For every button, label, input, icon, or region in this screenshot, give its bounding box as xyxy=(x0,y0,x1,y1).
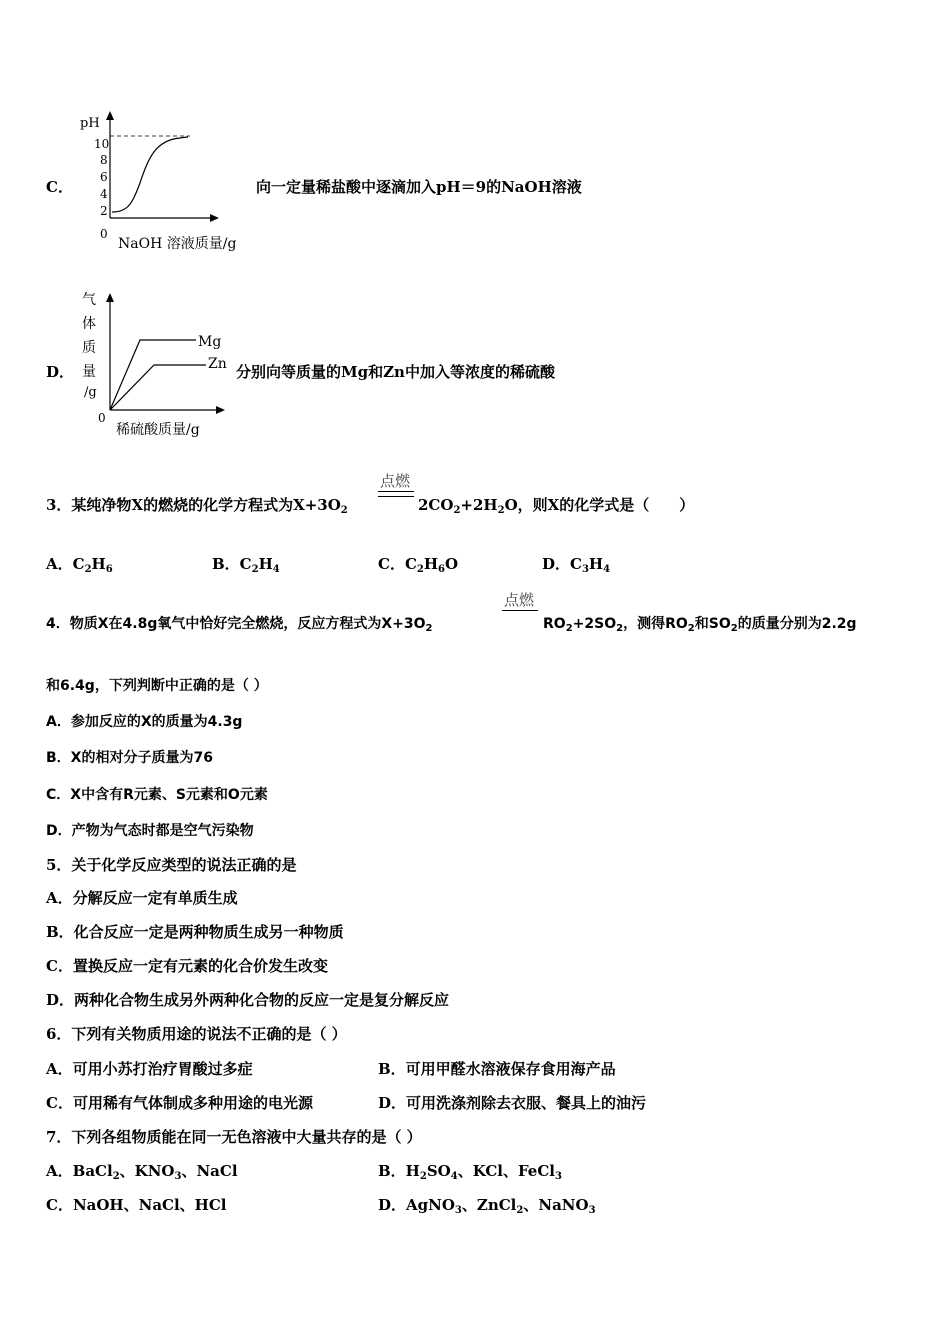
q3-equals-sign xyxy=(378,491,414,497)
q5-stem: 5．关于化学反应类型的说法正确的是 xyxy=(46,856,297,874)
q3-condition: 点燃 xyxy=(380,472,411,490)
gas-x-label: 稀硫酸质量/g xyxy=(116,422,200,438)
q3-products: $2CO_2+2H_2O$，则X的化学式是（ ） xyxy=(418,496,695,516)
q3-option-a[interactable]: A．$C_2H_6$ xyxy=(46,555,113,575)
ph-tick-0: 0 xyxy=(100,227,108,241)
q7-stem: 7．下列各组物质能在同一无色溶液中大量共存的是（ ） xyxy=(46,1128,422,1146)
gas-ylabel-3: 质 xyxy=(82,340,96,356)
gas-ylabel-4: 量 xyxy=(82,364,96,380)
q5-option-a[interactable]: A．分解反应一定有单质生成 xyxy=(46,889,238,907)
option-c-letter: C． xyxy=(46,178,73,196)
q4-option-d[interactable]: D．产物为气态时都是空气污染物 xyxy=(46,823,254,839)
zn-line xyxy=(110,365,206,410)
q7-option-d[interactable]: D．AgNO$_3$、ZnCl$_2$、NaNO$_3$ xyxy=(378,1196,596,1216)
ph-curve xyxy=(112,137,188,212)
ph-tick-4: 4 xyxy=(100,187,108,201)
mg-label: Mg xyxy=(198,334,222,350)
q6-option-c[interactable]: C．可用稀有气体制成多种用途的电光源 xyxy=(46,1094,313,1112)
q3-option-b[interactable]: B．$C_2H_4$ xyxy=(212,555,280,575)
q4-stem-products: $RO_2+2SO_2$，测得$RO_2$和$SO_2$的质量分别为2.2g xyxy=(543,616,857,634)
q5-option-c[interactable]: C．置换反应一定有元素的化合价发生改变 xyxy=(46,957,328,975)
ph-tick-8: 8 xyxy=(100,153,108,167)
ph-x-arrow xyxy=(210,214,219,222)
q6-option-a[interactable]: A．可用小苏打治疗胃酸过多症 xyxy=(46,1060,253,1078)
ph-tick-10: 10 xyxy=(94,137,110,151)
gas-y-arrow xyxy=(106,293,114,302)
gas-ylabel-2: 体 xyxy=(82,316,96,332)
q3-option-c[interactable]: C．$C_2H_6O$ xyxy=(378,555,459,575)
q4-stem-line1: 4．物质X在4.8g氧气中恰好完全燃烧，反应方程式为$X+3O_2$ xyxy=(46,616,433,634)
ph-graph xyxy=(80,108,260,258)
ph-y-arrow xyxy=(106,111,114,120)
gas-origin: 0 xyxy=(98,411,106,425)
gas-graph xyxy=(78,288,238,440)
q7-option-c[interactable]: C．NaOH、NaCl、HCl xyxy=(46,1196,227,1214)
q6-stem: 6．下列有关物质用途的说法不正确的是（ ） xyxy=(46,1025,347,1043)
gas-ylabel-1: 气 xyxy=(82,292,96,308)
q5-option-b[interactable]: B．化合反应一定是两种物质生成另一种物质 xyxy=(46,923,344,941)
gas-x-arrow xyxy=(216,406,225,414)
ph-tick-6: 6 xyxy=(100,170,108,184)
q3-option-d[interactable]: D．$C_3H_4$ xyxy=(542,555,611,575)
q6-option-b[interactable]: B．可用甲醛水溶液保存食用海产品 xyxy=(378,1060,616,1078)
mg-line xyxy=(110,340,196,410)
q5-option-d[interactable]: D．两种化合物生成另外两种化合物的反应一定是复分解反应 xyxy=(46,991,450,1009)
q4-condition: 点燃 xyxy=(504,591,535,609)
ph-axis-label: pH xyxy=(80,116,100,131)
option-d-desc: 分别向等质量的Mg和Zn中加入等浓度的稀硫酸 xyxy=(236,363,555,381)
q4-option-a[interactable]: A．参加反应的X的质量为4.3g xyxy=(46,714,243,730)
q4-option-b[interactable]: B．X的相对分子质量为76 xyxy=(46,750,213,766)
zn-label: Zn xyxy=(208,356,227,372)
q4-option-c[interactable]: C．X中含有R元素、S元素和O元素 xyxy=(46,787,268,803)
q7-option-b[interactable]: B．$H_2SO_4$、KCl、FeCl$_3$ xyxy=(378,1162,562,1182)
q4-equals-sign xyxy=(502,610,538,611)
q6-option-d[interactable]: D．可用洗涤剂除去衣服、餐具上的油污 xyxy=(378,1094,647,1112)
option-d-letter: D． xyxy=(46,363,75,381)
ph-x-label: NaOH 溶液质量/g xyxy=(118,236,237,252)
ph-tick-2: 2 xyxy=(100,204,108,218)
gas-ylabel-5: /g xyxy=(84,385,97,400)
q3-stem: 3．某纯净物X的燃烧的化学方程式为$X+3O_2$ xyxy=(46,496,348,516)
q4-stem-line2: 和6.4g，下列判断中正确的是（ ） xyxy=(46,678,268,694)
option-c-desc: 向一定量稀盐酸中逐滴加入pH＝9的NaOH溶液 xyxy=(256,178,582,196)
q7-option-a[interactable]: A．BaCl$_2$、$KNO_3$、NaCl xyxy=(46,1162,238,1182)
